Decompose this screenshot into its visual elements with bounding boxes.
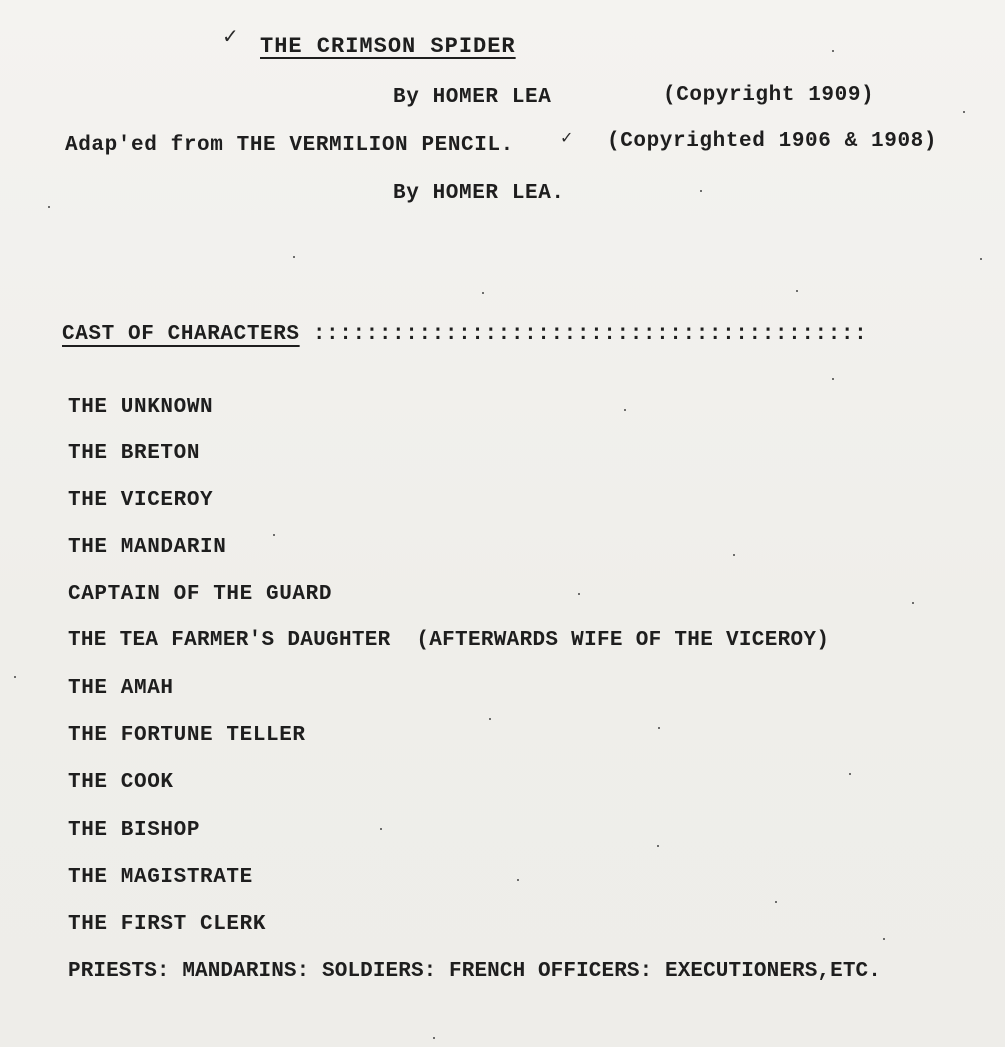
copyright-note: (Copyright 1909) [663,84,875,107]
cast-item: THE FIRST CLERK [68,913,267,936]
cast-item: THE TEA FARMER'S DAUGHTER (AFTERWARDS WIFE OF THE VICEROY) [68,629,830,652]
paper-speck [883,938,885,940]
paper-speck [489,718,491,720]
paper-speck [293,256,295,258]
check-mark-icon: ✓ [560,128,574,147]
cast-heading-leader: :::::::::::::::::::::::::::::::::::::::::: [312,323,868,346]
paper-speck [578,593,580,595]
cast-item: THE UNKNOWN [68,396,214,419]
paper-speck [700,190,702,192]
paper-speck [433,1037,435,1039]
paper-speck [980,258,982,260]
byline: By HOMER LEA [393,86,552,109]
cast-item: THE BISHOP [68,819,201,842]
cast-heading [62,323,867,347]
cast-item: THE MAGISTRATE [68,866,253,889]
paper-speck [775,901,777,903]
paper-speck [482,292,484,294]
paper-speck [48,206,50,208]
cast-item: THE AMAH [68,677,174,700]
paper-speck [273,534,275,536]
paper-speck [657,845,659,847]
cast-item: THE COOK [68,771,174,794]
adapted-byline: By HOMER LEA. [393,182,565,205]
paper-speck [849,773,851,775]
paper-speck [912,602,914,604]
cast-item: PRIESTS: MANDARINS: SOLDIERS: FRENCH OFFICERS: EXECUTIONERS,ETC. [68,960,881,983]
cast-item: THE BRETON [68,442,201,465]
paper-speck [832,50,834,52]
paper-speck [624,409,626,411]
paper-speck [517,879,519,881]
cast-item: THE MANDARIN [68,536,227,559]
paper-speck [14,676,16,678]
paper-speck [733,554,735,556]
paper-speck [963,111,965,113]
adapted-from: Adap'ed from THE VERMILION PENCIL. [65,134,514,157]
cast-item: CAPTAIN OF THE GUARD [68,583,333,606]
cast-item: THE VICEROY [68,489,214,512]
cast-heading-label: CAST OF CHARACTERS [62,323,300,346]
check-mark-icon: ✓ [222,24,239,48]
paper-speck [380,828,382,830]
paper-speck [658,727,660,729]
paper-speck [832,378,834,380]
paper-speck [796,290,798,292]
page-title: THE CRIMSON SPIDER [260,34,516,59]
cast-item: THE FORTUNE TELLER [68,724,306,747]
adapted-copyright-note: (Copyrighted 1906 & 1908) [607,130,938,153]
